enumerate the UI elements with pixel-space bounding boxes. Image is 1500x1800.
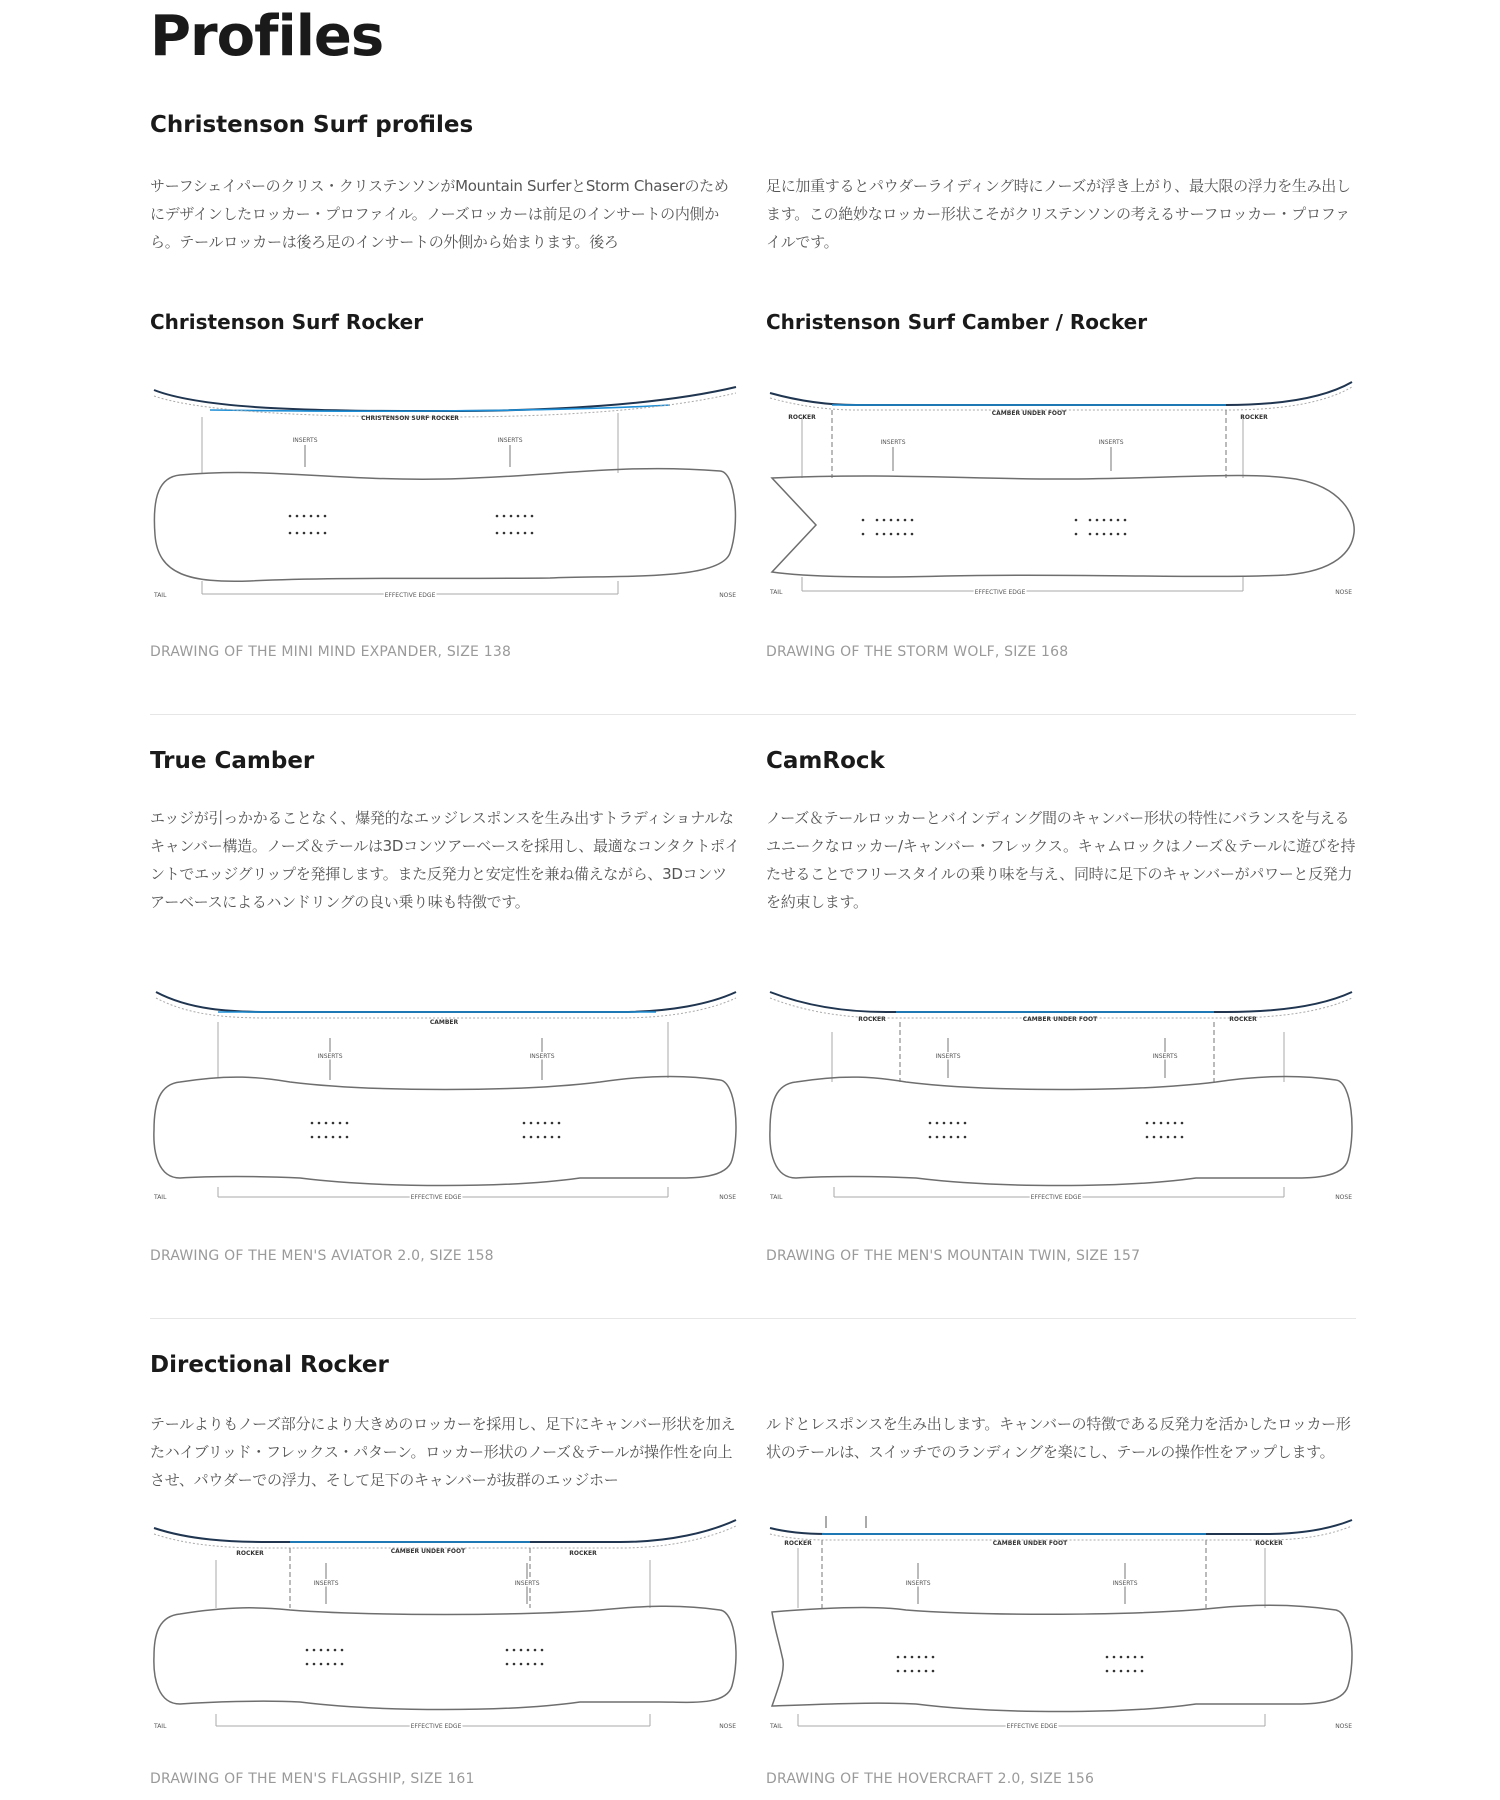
label-rocker: ROCKER bbox=[236, 1550, 264, 1557]
label-inserts: INSERTS bbox=[313, 1580, 339, 1587]
christenson-rocker-title: Christenson Surf Rocker bbox=[150, 310, 424, 334]
label-inserts: INSERTS bbox=[1098, 439, 1124, 446]
label-tail: TAIL bbox=[770, 589, 783, 596]
label-rocker: ROCKER bbox=[1240, 414, 1268, 421]
section-title-christenson: Christenson Surf profiles bbox=[150, 112, 474, 138]
caption-christenson-rocker: DRAWING OF THE MINI MIND EXPANDER, SIZE 138 bbox=[150, 644, 512, 660]
board-diagram bbox=[150, 1508, 740, 1738]
caption-hovercraft: DRAWING OF THE HOVERCRAFT 2.0, SIZE 156 bbox=[766, 1771, 1095, 1787]
label-tail: TAIL bbox=[770, 1194, 783, 1201]
section-title-camrock: CamRock bbox=[766, 748, 885, 774]
label-nose: NOSE bbox=[719, 1194, 736, 1201]
profile-drawing-camrock bbox=[766, 982, 1356, 1212]
profile-drawing-christenson-rocker bbox=[150, 375, 740, 605]
section-title-directional-rocker: Directional Rocker bbox=[150, 1352, 389, 1378]
label-nose: NOSE bbox=[1335, 1194, 1352, 1201]
directional-text-left: テールよりもノーズ部分により大きめのロッカーを採用し、足下にキャンバー形状を加えたハイブリッド・フレックス・パターン。ロッカー形状のノーズ＆テールが操作性を向上させ、パウダーでの浮力、そして足下のキャンバーが抜群のエッジホー bbox=[150, 1415, 736, 1489]
board-diagram bbox=[766, 1508, 1356, 1738]
label-rocker: ROCKER bbox=[1255, 1540, 1283, 1547]
profile-drawing-true-camber bbox=[150, 982, 740, 1212]
label-inserts: INSERTS bbox=[529, 1053, 555, 1060]
label-nose: NOSE bbox=[1335, 589, 1352, 596]
label-nose: NOSE bbox=[719, 1723, 736, 1730]
section-title-true-camber: True Camber bbox=[150, 748, 315, 774]
label-camber: CAMBER UNDER FOOT bbox=[991, 410, 1067, 417]
page-content bbox=[150, 0, 1356, 1800]
label-camber: CAMBER UNDER FOOT bbox=[390, 1548, 466, 1555]
true-camber-text: エッジが引っかかることなく、爆発的なエッジレスポンスを生み出すトラディショナルなキャンバー構造。ノーズ＆テールは3Dコンツアーベースを採用し、最適なコンタクトポイントでエッジグリップを発揮します。また反発力と安定性を兼ね備えながら、3Dコンツアーベースによるハンドリングの良い乗り味も特徴です。 bbox=[150, 809, 740, 911]
label-edge: EFFECTIVE EDGE bbox=[1030, 1194, 1082, 1201]
label-tail: TAIL bbox=[770, 1723, 783, 1730]
caption-christenson-camber-rocker: DRAWING OF THE STORM WOLF, SIZE 168 bbox=[766, 644, 1069, 660]
label-inserts: INSERTS bbox=[880, 439, 906, 446]
label-profile: CAMBER bbox=[429, 1019, 459, 1026]
camrock-text: ノーズ＆テールロッカーとバインディング間のキャンバー形状の特性にバランスを与えるユニークなロッカー/キャンバー・フレックス。キャムロックはノーズ＆テールに遊びを持たせることでフリースタイルの乗り味を与え、同時に足下のキャンバーがパワーと反発力を約束します。 bbox=[766, 809, 1356, 911]
label-edge: EFFECTIVE EDGE bbox=[974, 589, 1026, 596]
label-nose: NOSE bbox=[1335, 1723, 1352, 1730]
label-inserts: INSERTS bbox=[317, 1053, 343, 1060]
section-divider bbox=[150, 714, 1356, 715]
christenson-text-right: 足に加重するとパウダーライディング時にノーズが浮き上がり、最大限の浮力を生み出します。この絶妙なロッカー形状こそがクリステンソンの考えるサーフロッカー・プロファイルです。 bbox=[766, 177, 1351, 251]
label-inserts: INSERTS bbox=[1112, 1580, 1138, 1587]
label-edge: EFFECTIVE EDGE bbox=[1006, 1723, 1058, 1730]
christenson-text-left: サーフシェイパーのクリス・クリステンソンがMountain SurferとStorm Chaserのためにデザインしたロッカー・プロファイル。ノーズロッカーは前足のインサートの内側から。テールロッカーは後ろ足のインサートの外側から始まります。後ろ bbox=[150, 177, 729, 251]
label-rocker: ROCKER bbox=[1229, 1016, 1257, 1023]
christenson-camber-rocker-title: Christenson Surf Camber / Rocker bbox=[766, 310, 1148, 334]
board-diagram bbox=[150, 375, 740, 605]
label-edge: EFFECTIVE EDGE bbox=[410, 1194, 462, 1201]
label-edge: EFFECTIVE EDGE bbox=[410, 1723, 462, 1730]
page-title: Profiles bbox=[150, 4, 384, 69]
label-inserts: INSERTS bbox=[905, 1580, 931, 1587]
label-rocker: ROCKER bbox=[858, 1016, 886, 1023]
label-camber: CAMBER UNDER FOOT bbox=[1022, 1016, 1098, 1023]
profile-drawing-hovercraft bbox=[766, 1508, 1356, 1738]
label-inserts: INSERTS bbox=[514, 1580, 540, 1587]
directional-text-right: ルドとレスポンスを生み出します。キャンバーの特徴である反発力を活かしたロッカー形状のテールは、スイッチでのランディングを楽にし、テールの操作性をアップします。 bbox=[766, 1415, 1351, 1461]
label-rocker: ROCKER bbox=[569, 1550, 597, 1557]
label-tail: TAIL bbox=[154, 592, 167, 599]
profile-drawing-christenson-camber-rocker bbox=[766, 375, 1356, 605]
caption-flagship: DRAWING OF THE MEN'S FLAGSHIP, SIZE 161 bbox=[150, 1771, 475, 1787]
board-diagram bbox=[766, 982, 1356, 1212]
board-diagram bbox=[766, 375, 1356, 605]
label-tail: TAIL bbox=[154, 1194, 167, 1201]
label-edge: EFFECTIVE EDGE bbox=[384, 592, 436, 599]
label-profile: CHRISTENSON SURF ROCKER bbox=[361, 415, 459, 422]
label-nose: NOSE bbox=[719, 592, 736, 599]
label-rocker: ROCKER bbox=[784, 1540, 812, 1547]
caption-true-camber: DRAWING OF THE MEN'S AVIATOR 2.0, SIZE 158 bbox=[150, 1248, 494, 1264]
label-inserts: INSERTS bbox=[935, 1053, 961, 1060]
label-inserts: INSERTS bbox=[292, 437, 318, 444]
board-diagram bbox=[150, 982, 740, 1212]
label-camber: CAMBER UNDER FOOT bbox=[992, 1540, 1068, 1547]
section-divider bbox=[150, 1318, 1356, 1319]
label-tail: TAIL bbox=[154, 1723, 167, 1730]
profile-drawing-flagship bbox=[150, 1508, 740, 1738]
caption-camrock: DRAWING OF THE MEN'S MOUNTAIN TWIN, SIZE 157 bbox=[766, 1248, 1141, 1264]
label-inserts: INSERTS bbox=[497, 437, 523, 444]
label-rocker: ROCKER bbox=[788, 414, 816, 421]
label-inserts: INSERTS bbox=[1152, 1053, 1178, 1060]
